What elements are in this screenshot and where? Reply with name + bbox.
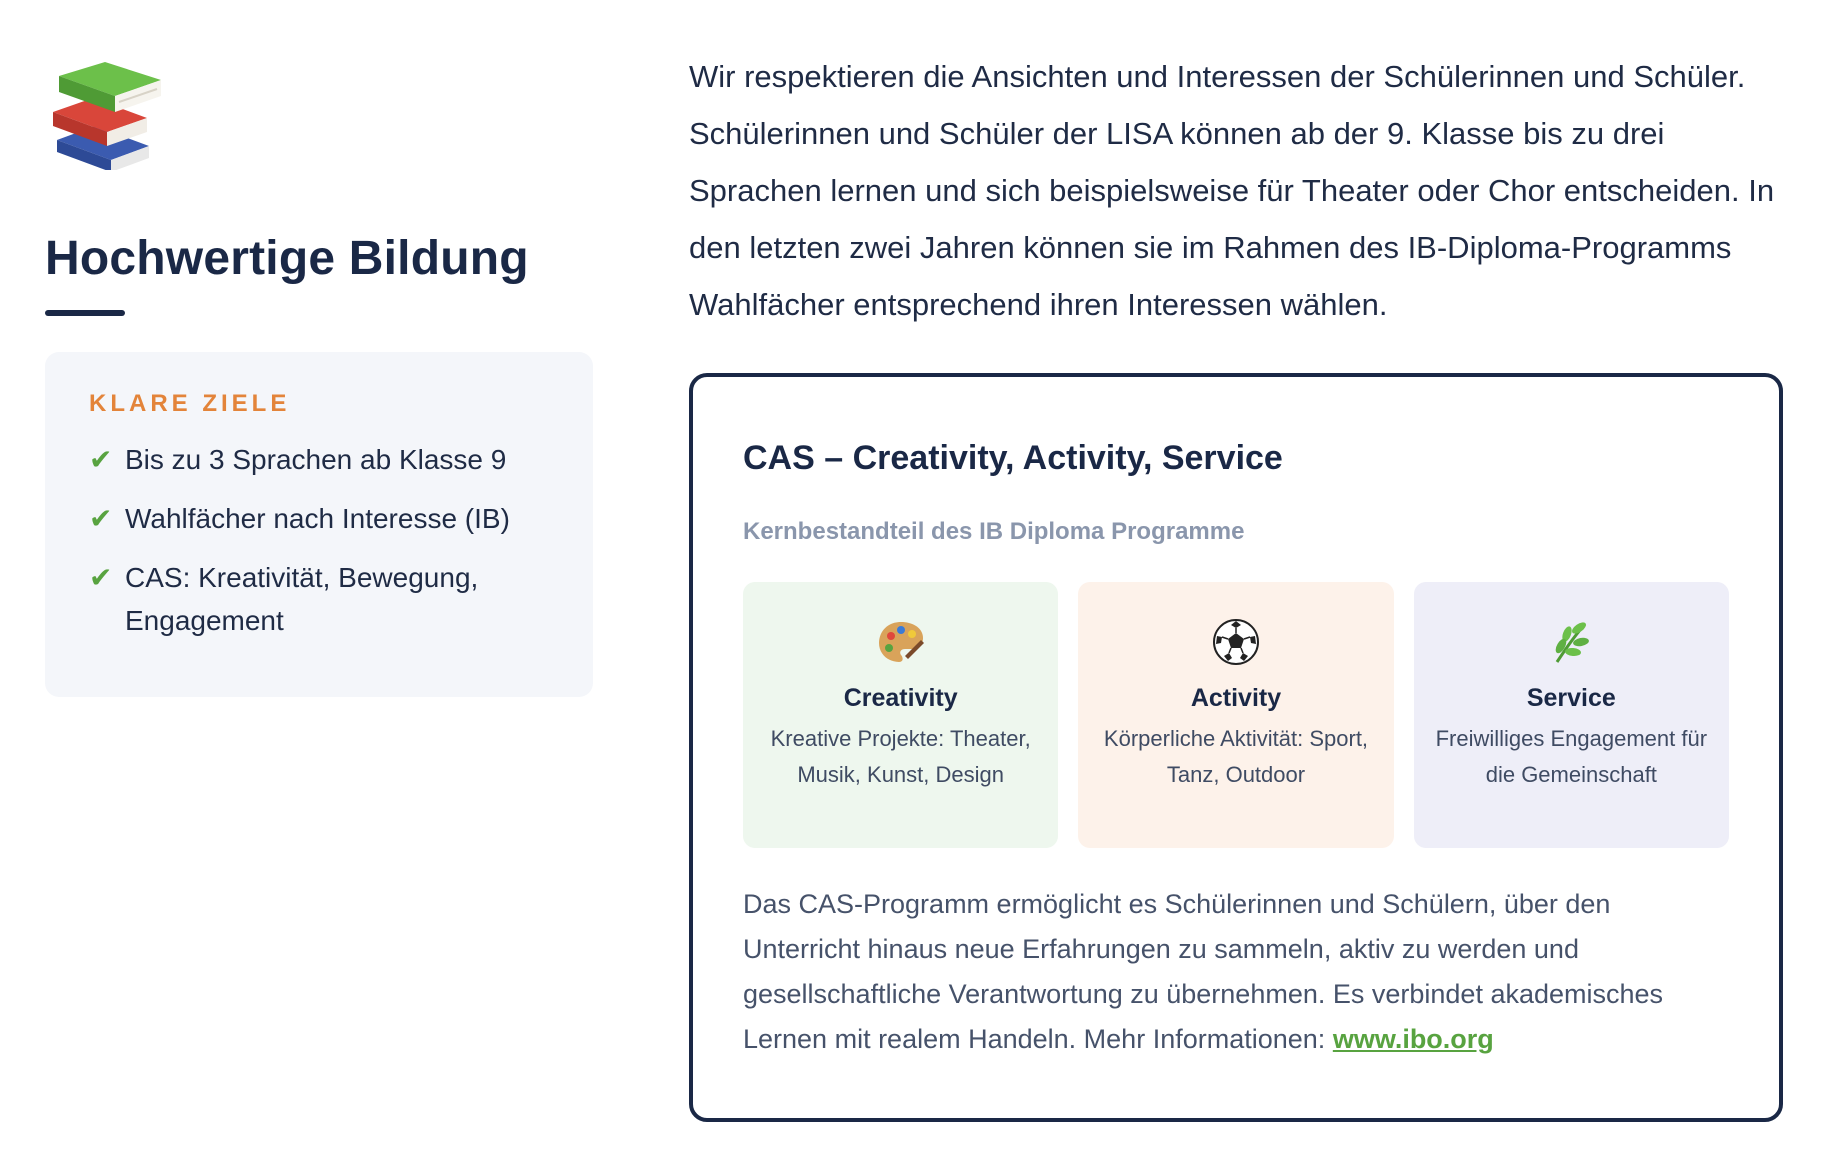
card-activity	[1078, 582, 1393, 848]
card-title: Service	[1526, 684, 1616, 712]
palette-icon	[875, 616, 927, 668]
goal-text: Wahlfächer nach Interesse (IB)	[125, 503, 510, 534]
card-text: Körperliche Aktivität: Sport, Tanz, Outdoor	[1103, 726, 1369, 787]
cas-box	[689, 373, 1783, 1122]
card-text: Freiwilliges Engagement für die Gemeinschaft	[1435, 726, 1708, 787]
section-title: Hochwertige Bildung	[45, 232, 529, 285]
list-item	[89, 556, 549, 642]
intro-paragraph: Wir respektieren die Ansichten und Interessen der Schülerinnen und Schüler. Schülerinnen und Schüler der LISA können ab der 9. Klasse bis zu drei Sprachen lernen und sich beispielsweise für Theater oder Chor entscheiden. In den letzten zwei Jahren können sie im Rahmen des IB-Diploma-Programms Wahlfächer entsprechend ihren Interessen wählen.	[689, 59, 1775, 322]
list-item	[89, 497, 549, 540]
list-item	[89, 438, 549, 481]
card-creativity	[743, 582, 1058, 848]
checkmark-icon: ✔	[89, 562, 113, 593]
card-text: Kreative Projekte: Theater, Musik, Kunst, Design	[770, 726, 1031, 787]
card-service	[1414, 582, 1729, 848]
card-title: Activity	[1190, 684, 1282, 712]
checkmark-icon: ✔	[89, 444, 113, 475]
checkmark-icon: ✔	[89, 503, 113, 534]
goal-text: CAS: Kreativität, Bewegung, Engagement	[125, 562, 479, 636]
goals-list	[89, 438, 549, 642]
soccer-ball-icon	[1210, 616, 1262, 668]
cas-title: CAS – Creativity, Activity, Service	[743, 439, 1283, 477]
card-title: Creativity	[843, 684, 958, 712]
cas-cards	[743, 582, 1729, 848]
goal-text: Bis zu 3 Sprachen ab Klasse 9	[125, 444, 507, 475]
cas-description	[743, 882, 1729, 1062]
goals-panel	[45, 352, 593, 697]
cas-subtitle: Kernbestandteil des IB Diploma Programme	[743, 518, 1245, 545]
left-column	[45, 62, 593, 697]
books-icon	[49, 62, 161, 170]
goals-heading: KLARE ZIELE	[89, 390, 291, 417]
cas-description-text: Das CAS-Programm ermöglicht es Schülerinnen und Schülern, über den Unterricht hinaus neue Erfahrungen zu sammeln, aktiv zu werden und gesellschaftliche Verantwortung zu übernehmen. Es verbindet akademisches Lernen mit realem Handeln. Mehr Informationen:	[743, 889, 1664, 1054]
ibo-link[interactable]: www.ibo.org	[1332, 1024, 1494, 1054]
herb-icon	[1545, 616, 1597, 668]
title-underline	[45, 310, 125, 316]
